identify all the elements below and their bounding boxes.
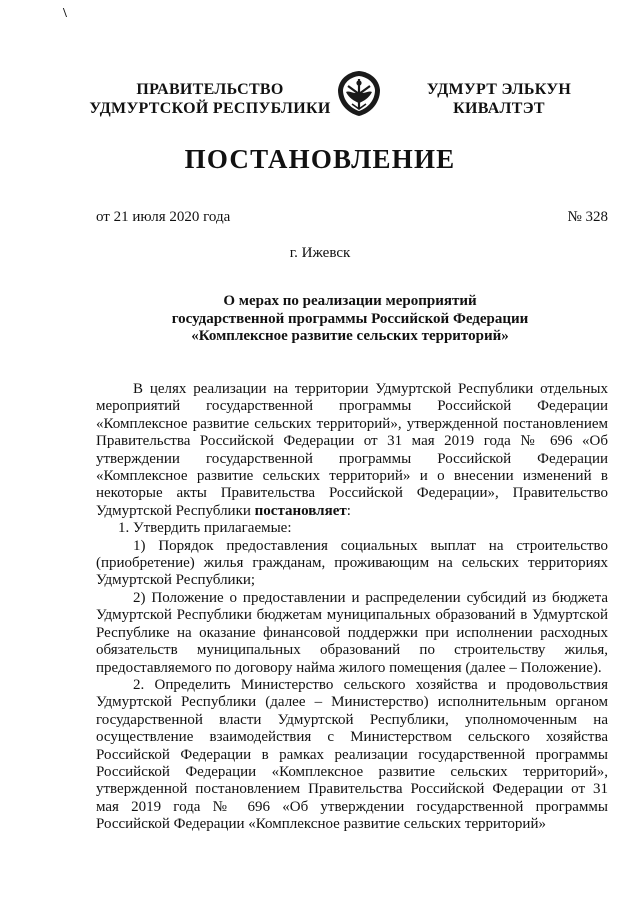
- header-left: [86, 80, 334, 118]
- document-number: № 328: [567, 209, 608, 225]
- header-left-line1: ПРАВИТЕЛЬСТВО: [136, 81, 284, 98]
- preamble-text: В целях реализации на территории Удмуртской Республики отдельных мероприятий государственной программы Российской Федерации «Комплексное развитие сельских территорий», утвержденной постановлением Правительства Российской Федерации от 31 мая 2019 года № 696 «Об утверждении государственной программы Российской Федерации «Комплексное развитие сельских территорий» и о внесении изменений в некоторые акты Правительства Российской Федерации», Правительство Удмуртской Республики: [96, 381, 608, 519]
- header-left-line2: УДМУРТСКОЙ РЕСПУБЛИКИ: [89, 100, 331, 117]
- udmurt-coat-of-arms-icon: [334, 68, 384, 118]
- header-right-line1: УДМУРТ ЭЛЬКУН: [426, 81, 572, 98]
- document-body: [96, 381, 608, 834]
- document-type-title: ПОСТАНОВЛЕНИЕ: [184, 144, 456, 174]
- subject-line-2: государственной программы Российской Федерации: [171, 310, 529, 327]
- paragraph-subitem-1: 1) Порядок предоставления социальных выплат на строительство (приобретение) жилья гражданам, проживающим на сельских территориях Удмуртской Республики;: [96, 537, 608, 589]
- subject-line-3: «Комплексное развитие сельских территорий»: [191, 328, 509, 344]
- header-right: [414, 80, 584, 118]
- subject-line-1: О мерах по реализации мероприятий: [223, 293, 477, 309]
- paragraph-preamble: [96, 381, 608, 520]
- preamble-colon: :: [346, 502, 351, 519]
- header-right-line2: КИВАЛТЭТ: [453, 100, 545, 117]
- document-subject: [60, 293, 640, 346]
- document-date: от 21 июля 2020 года: [96, 209, 231, 225]
- paragraph-item-2: 2. Определить Министерство сельского хозяйства и продовольствия Удмуртской Республики (далее – Министерство) исполнительным органом государственной власти Удмуртской Республики, уполномоченным на осуществление взаимодействия с Министерством сельского хозяйства Российской Федерации в рамках реализации государственной программы Российской Федерации «Комплексное развитие сельских территорий», утвержденной постановлением Правительства Российской Федерации от 31 мая 2019 года № 696 «Об утверждении государственной программы Российской Федерации «Комплексное развитие сельских территорий»: [96, 676, 608, 833]
- document-city: г. Ижевск: [289, 245, 351, 261]
- paragraph-subitem-2: 2) Положение о предоставлении и распределении субсидий из бюджета Удмуртской Республики бюджетам муниципальных образований в Удмуртской Республике на оказание финансовой поддержки при исполнении расходных обязательств муниципальных образований по строительству жилья, предоставляемого по договору найма жилого помещения (далее – Положение).: [96, 589, 608, 676]
- preamble-bold-verb: постановляет: [254, 502, 347, 519]
- corner-mark: \: [63, 6, 67, 21]
- paragraph-item-1: 1. Утвердить прилагаемые:: [118, 520, 292, 537]
